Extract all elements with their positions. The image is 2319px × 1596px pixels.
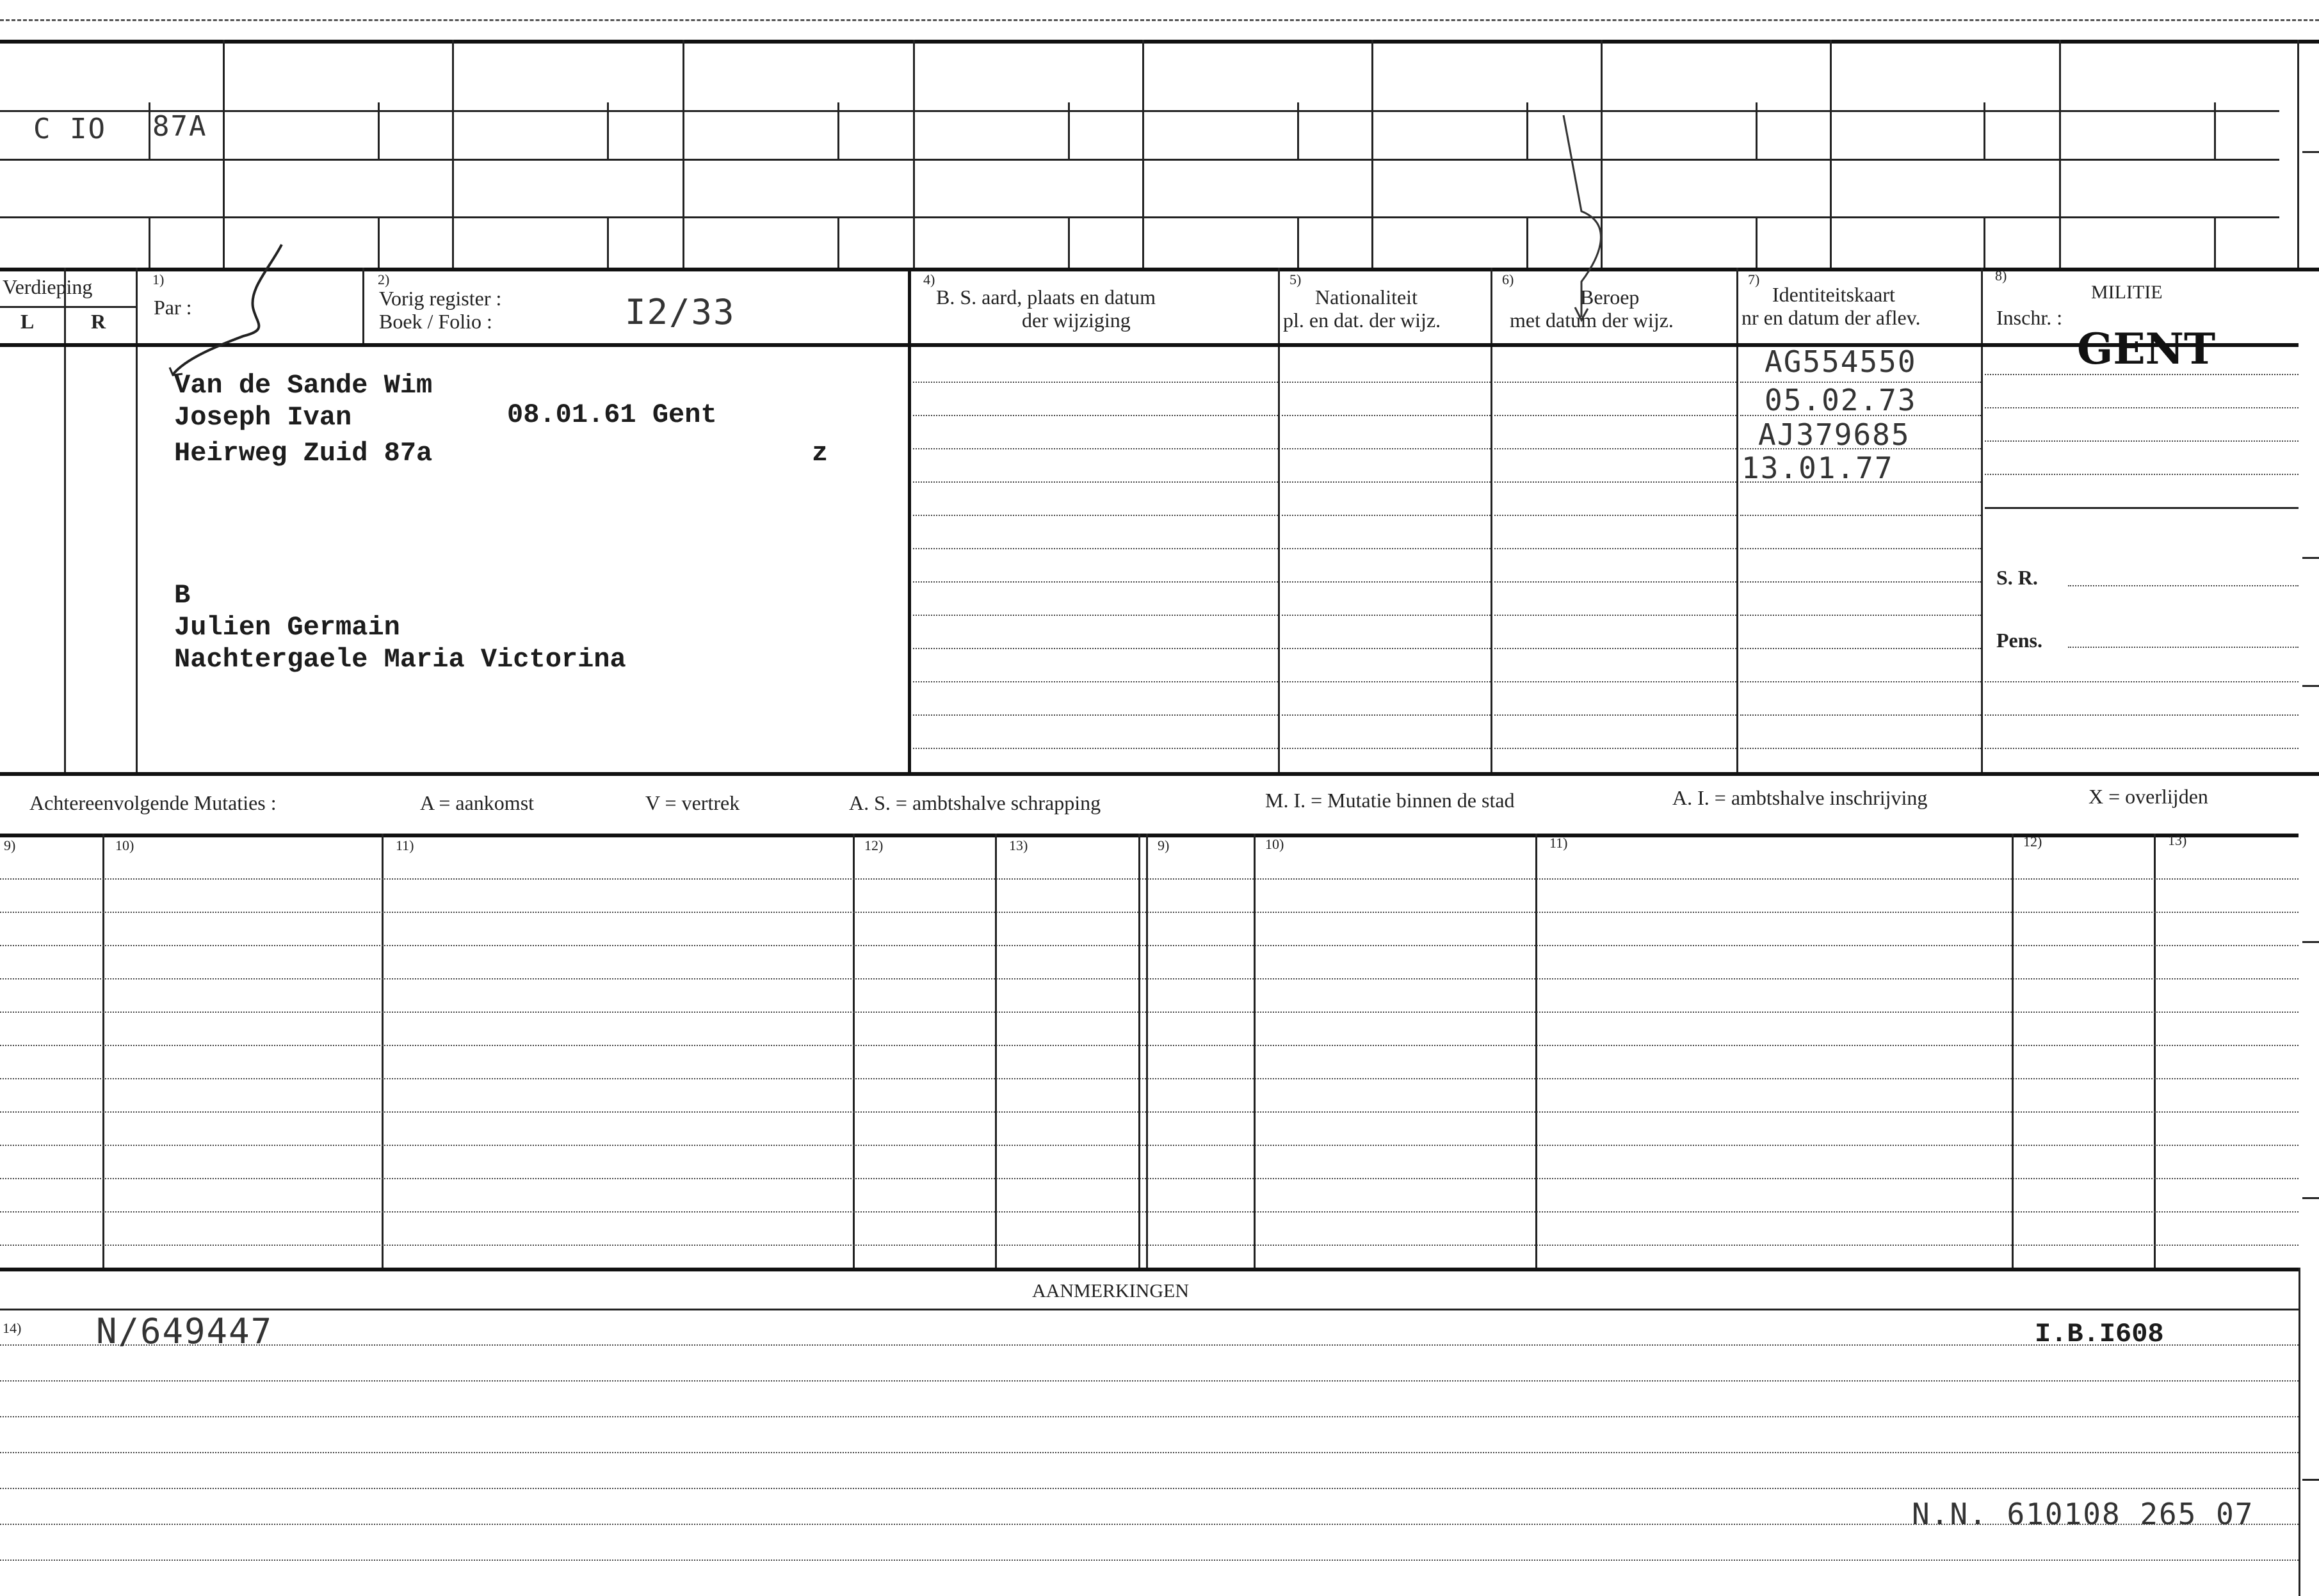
nationaliteit-subheader: pl. en dat. der wijz. [1283,309,1441,332]
bs-header-line1: B. S. aard, plaats en datum [936,286,1156,309]
boek-folio-label: Boek / Folio : [379,310,492,333]
militie-header: MILITIE [2091,282,2163,303]
verdieping-r-label: R [91,310,106,333]
legend-a: A = aankomst [420,791,535,814]
identiteitskaart-header: Identiteitskaart [1772,283,1895,306]
remarks-title: AANMERKINGEN [1032,1280,1189,1302]
legend-title: Achtereenvolgende Mutaties : [29,791,277,814]
boek-folio-value: I2/33 [625,292,736,332]
remarks-column-number: 14) [3,1320,22,1336]
remarks-number: N/649447 [96,1311,273,1351]
house-number-code: 87A [152,110,207,143]
legend-as: A. S. = ambtshalve schrapping [849,791,1101,814]
person-letter: B [174,580,191,611]
sr-label: S. R. [1996,566,2038,589]
beroep-subheader: met datum der wijz. [1510,309,1674,332]
inschr-stamp-value: GENT [2077,324,2216,374]
person-surname: Van de Sande Wim [174,370,433,401]
legend-v: V = vertrek [645,791,740,814]
column-1-number: 1) [152,271,165,287]
vorig-register-label: Vorig register : [379,287,502,310]
nationaliteit-header: Nationaliteit [1315,286,1418,309]
inschr-label: Inschr. : [1996,306,2063,329]
column-4-number: 4) [923,271,935,287]
column-7-number: 7) [1748,271,1760,287]
column-6-number: 6) [1502,271,1514,287]
column-8-number: 8) [1995,268,2007,284]
identity-card-1-date: 05.02.73 [1765,383,1917,417]
par-label: Par : [154,296,192,319]
identity-card-1: AG554550 [1765,344,1917,379]
mutation-col-10a: 10) [115,837,134,853]
identiteitskaart-subheader: nr en datum der aflev. [1741,306,1921,329]
register-code: C IO [33,113,106,145]
mutation-col-11a: 11) [396,837,414,853]
mutation-col-13b: 13) [2168,832,2187,848]
mutation-col-9a: 9) [4,837,16,853]
column-5-number: 5) [1289,271,1302,287]
national-number: N.N. 610108 265 07 [1912,1497,2254,1531]
mutation-col-12b: 12) [2023,834,2042,850]
person-mark: z [812,438,828,469]
mutation-col-11b: 11) [1549,835,1568,851]
verdieping-label: Verdieping [3,275,93,298]
person-given-names: Joseph Ivan [174,402,352,433]
mutation-col-9b: 9) [1158,837,1170,853]
verdieping-l-label: L [20,310,35,333]
legend-ai: A. I. = ambtshalve inschrijving [1672,786,1928,809]
beroep-header: Beroep [1580,286,1640,309]
legend-x: X = overlijden [2089,785,2208,808]
mutation-col-13a: 13) [1009,837,1028,853]
mutation-col-12a: 12) [864,837,884,853]
bs-header-line2: der wijziging [1022,309,1131,332]
person-father: Julien Germain [174,612,400,643]
person-birth: 08.01.61 Gent [507,399,717,430]
identity-card-2: AJ379685 [1758,417,1911,452]
person-mother: Nachtergaele Maria Victorina [174,644,626,675]
column-2-number: 2) [378,271,390,287]
mutation-col-10b: 10) [1265,836,1284,852]
person-address: Heirweg Zuid 87a [174,438,433,469]
remarks-ib-code: I.B.I608 [2035,1319,2164,1350]
identity-card-2-date: 13.01.77 [1741,451,1894,485]
legend-mi: M. I. = Mutatie binnen de stad [1265,789,1515,812]
pens-label: Pens. [1996,629,2042,652]
